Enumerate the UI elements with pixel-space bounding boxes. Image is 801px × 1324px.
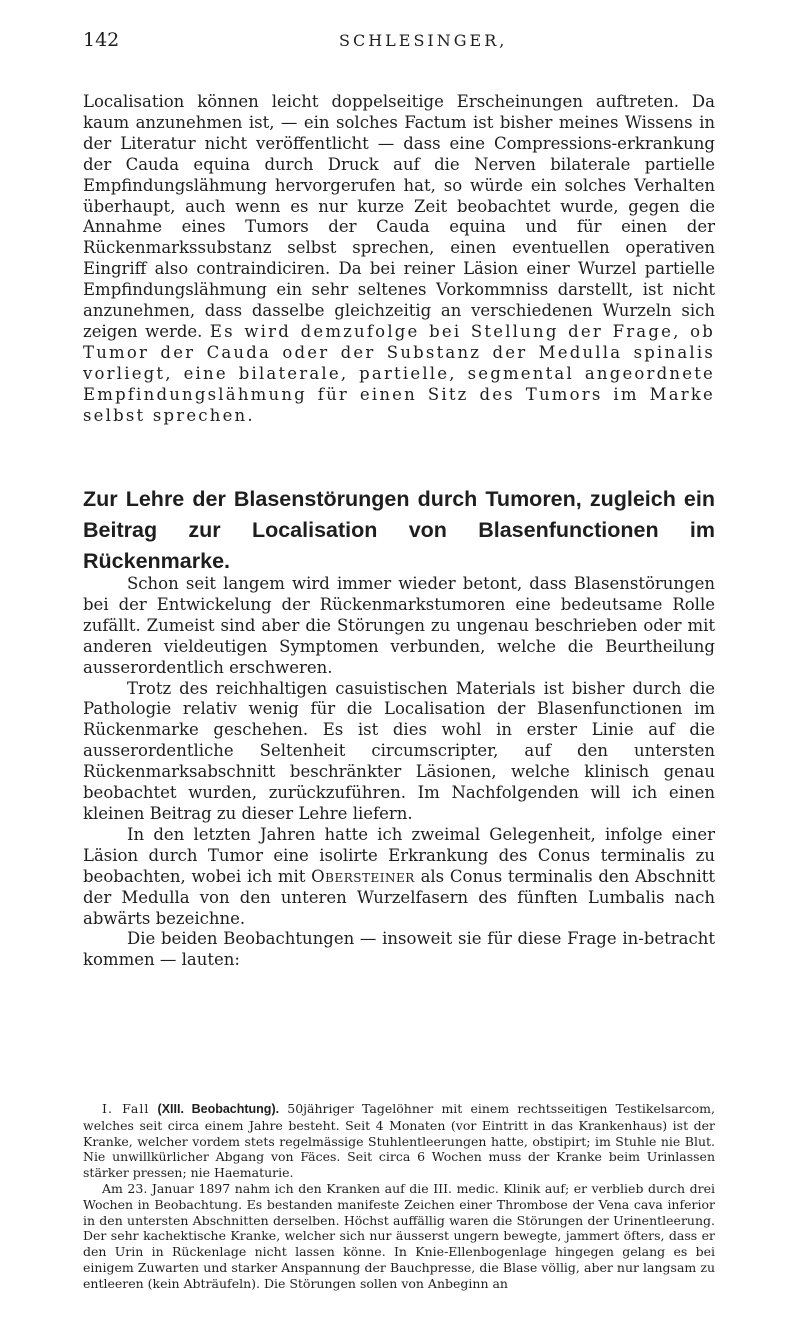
- intro-emphasized-text: Es wird demzufolge bei Stellung der Frage, ob Tumor der Cauda oder der Substanz der Medulla spinalis vorliegt, eine bilaterale, partielle, segmental angeordnete Empfindungslähmung für einen Sitz des Tumors im Marke selbst sprechen.: [83, 321, 716, 425]
- body-paragraph-1: Schon seit langem wird immer wieder betont, dass Blasenstörungen bei der Entwickelung der Rückenmarkstumoren eine bedeutsame Rolle zufällt. Zumeist sind aber die Störungen zu ungenau beschrieben oder mit anderen vieldeutigen Symptomen verbunden, welche die Beurtheilung ausserordentlich erschweren.: [83, 574, 715, 677]
- case-report: [83, 1101, 715, 1292]
- article-body: [83, 574, 715, 971]
- article-title: Zur Lehre der Blasenstörungen durch Tumoren, zugleich ein Beitrag zur Localisation von Blasenfunctionen im Rückenmarke.: [83, 487, 715, 573]
- body-paragraph-3-start: In den letzten Jahren hatte ich zweimal Gelegenheit, infolge einer Läsion durch Tumor eine isolirte Erkrankung des Conus terminalis zu beobachten, wobei ich mit: [83, 824, 715, 886]
- body-paragraph-3: [83, 825, 715, 930]
- page-header: [83, 25, 723, 55]
- case-paragraph-1: [83, 1101, 715, 1181]
- running-head: SCHLESINGER,: [339, 31, 508, 50]
- author-name-obersteiner: Obersteiner: [311, 866, 415, 886]
- body-paragraph-4: Die beiden Beobachtungen — insoweit sie für diese Frage in-betracht kommen — lauten:: [83, 929, 715, 970]
- intro-text: Localisation können leicht doppelseitige Erscheinungen auftreten. Da kaum anzunehmen ist, — ein solches Factum ist bisher meines Wissens in der Literatur nicht veröffentlicht — dass eine Compressions-erkrankung der Cauda equina durch Druck auf die Nerven bilaterale partielle Empfindungslähmung hervorgerufen hat, so würde ein solches Verhalten überhaupt, auch wenn es nur kurze Zeit beobachtet wurde, gegen die Annahme eines Tumors der Cauda equina und für einen der Rückenmarkssubstanz selbst sprechen, einen eventuellen operativen Eingriff also contraindiciren. Da bei reiner Läsion einer Wurzel partielle Empfindungslähmung ein sehr seltenes Vorkommniss darstellt, ist nicht anzunehmen, dass dasselbe gleichzeitig an verschiedenen Wurzeln sich zeigen werde.: [83, 92, 715, 341]
- page-number: 142: [83, 29, 120, 51]
- body-paragraph-2: Trotz des reichhaltigen casuistischen Materials ist bisher durch die Pathologie relativ wenig für die Localisation der Blasenfunctionen im Rückenmarke geschehen. Es ist dies wohl in erster Linie auf die ausserordentliche Seltenheit circumscripter, auf den untersten Rückenmarksabschnitt beschränkter Läsionen, welche klinisch genau beobachtet wurden, zurückzuführen. Im Nachfolgenden will ich einen kleinen Beitrag zu dieser Lehre liefern.: [83, 678, 715, 823]
- intro-paragraph: [83, 92, 715, 427]
- case-text-1: 50jähriger Tagelöhner mit einem rechtsseitigen Testikelsarcom, welches seit circa einem Jahre besteht. Seit 4 Monaten (vor Eintritt in das Krankenhaus) ist der Kranke, welcher vordem stets regelmässige Stuhlentleerungen hatte, obstipirt; im Stuhle nie Blut. Nie unwillkürlicher Abgang von Fäces. Seit circa 6 Wochen muss der Kranke beim Urinlassen stärker pressen; nie Haematurie.: [83, 1101, 716, 1181]
- case-paragraph-2: Am 23. Januar 1897 nahm ich den Kranken auf die III. medic. Klinik auf; er verblieb durch drei Wochen in Beobachtung. Es bestanden manifeste Zeichen einer Thrombose der Vena cava inferior in den untersten Abschnitten derselben. Höchst auffällig waren die Störungen der Urinentleerung. Der sehr kachektische Kranke, welcher sich nur äusserst ungern bewegte, jammert öfters, dass er den Urin in Rückenlage nicht lassen könne. In Knie-Ellenbogenlage hingegen gelang es bei einigem Zuwarten und starker Anspannung der Bauchpresse, die Blase völlig, aber nur langsam zu entleeren (kein Abträufeln). Die Störungen sollen von Anbeginn an: [83, 1180, 715, 1291]
- case-heading: (XIII. Beobachtung).: [157, 1102, 280, 1116]
- case-label: I. Fall: [102, 1101, 150, 1116]
- body-paragraph-3-end: als Conus terminalis den Abschnitt der Medulla von den unteren Wurzelfasern des fünften Lumbalis nach abwärts bezeichne.: [83, 866, 716, 928]
